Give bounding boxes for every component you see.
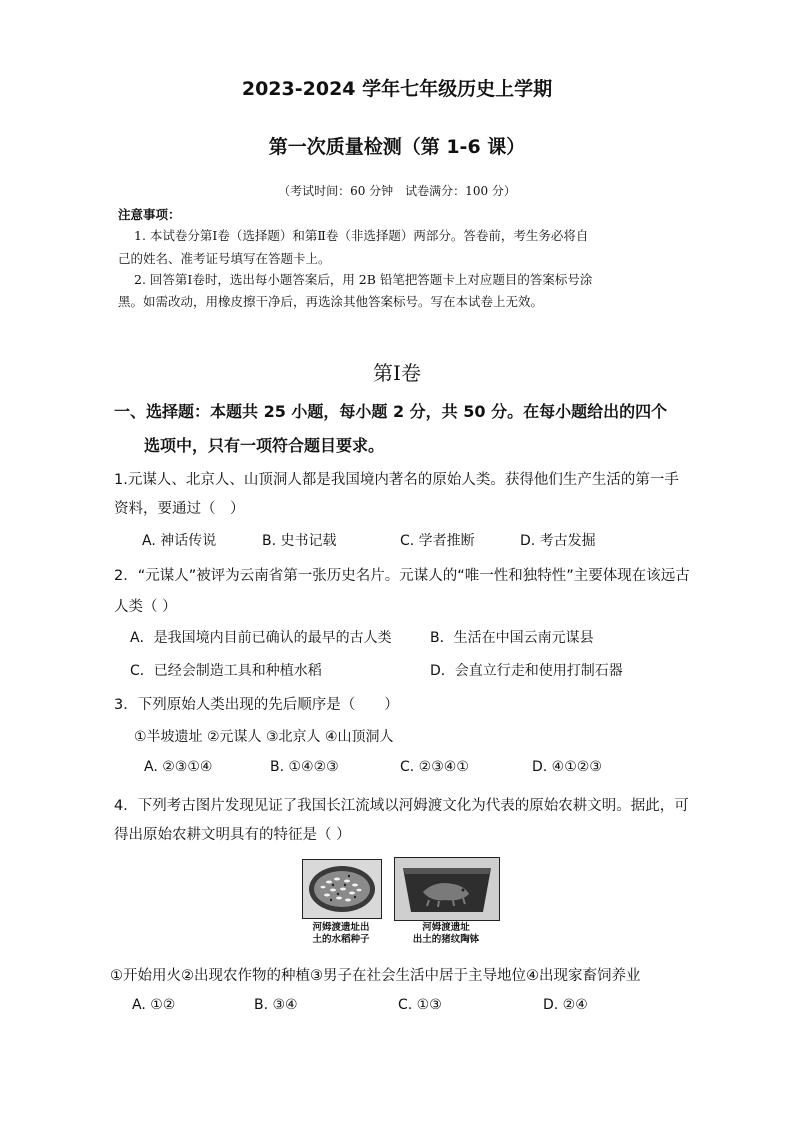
question-1-option-c: C. 学者推断 xyxy=(400,533,475,549)
notice-item1-line2: 己的姓名、准考证号填写在答题卡上。 xyxy=(118,251,331,266)
volume-title: 第Ⅰ卷 xyxy=(373,361,421,385)
question-3-sub-list: ①半坡遗址 ②元谋人 ③北京人 ④山顶洞人 xyxy=(134,729,394,745)
pig-pattern-bowl-caption-line2: 出土的猪纹陶钵 xyxy=(412,934,480,945)
question-1-option-a: A. 神话传说 xyxy=(142,533,217,549)
rice-seeds-photo xyxy=(302,859,382,919)
pig-pattern-bowl-caption xyxy=(390,922,502,946)
notice-item2-line1: 2. 回答第Ⅰ卷时，选出每小题答案后，用 2B 铅笔把答题卡上对应题目的答案标号涂 xyxy=(134,272,593,287)
question-2-stem-line2: 人类（ ） xyxy=(114,599,177,615)
question-1-option-d: D. 考古发掘 xyxy=(520,533,596,549)
question-3-option-c: C. ②③④① xyxy=(400,759,469,775)
question-2-option-b: B．生活在中国云南元谋县 xyxy=(430,630,594,646)
question-2-stem-line1: 2．“元谋人”被评为云南省第一张历史名片。元谋人的“唯一性和独特性”主要体现在该远古 xyxy=(114,568,690,584)
question-4-option-d: D. ②④ xyxy=(543,997,588,1013)
question-2-option-c: C．已经会制造工具和种植水稻 xyxy=(130,663,322,679)
question-4-stem-line1: 4．下列考古图片发现见证了我国长江流域以河姆渡文化为代表的原始农耕文明。据此，可 xyxy=(114,798,689,814)
question-3-option-b: B. ①④②③ xyxy=(270,759,339,775)
question-4-option-c: C. ①③ xyxy=(398,997,442,1013)
rice-seeds-caption-line1: 河姆渡遗址出 xyxy=(312,922,370,933)
question-3-stem: 3．下列原始人类出现的先后顺序是（ ） xyxy=(114,697,399,713)
question-2-option-a: A．是我国境内目前已确认的最早的古人类 xyxy=(130,630,392,646)
exam-title-line1: 2023-2024 学年七年级历史上学期 xyxy=(241,78,553,100)
question-3-option-d: D. ④①②③ xyxy=(532,759,602,775)
question-1-stem-line2: 资料，要通过（ ） xyxy=(114,501,245,517)
section1-line2: 选项中，只有一项符合题目要求。 xyxy=(144,436,385,455)
question-2-option-d: D．会直立行走和使用打制石器 xyxy=(430,663,623,679)
notice-item2-line2: 黑。如需改动，用橡皮擦干净后，再选涂其他答案标号。写在本试卷上无效。 xyxy=(118,294,544,309)
section1-line1: 一、选择题：本题共 25 小题，每小题 2 分，共 50 分。在每小题给出的四个 xyxy=(114,402,668,421)
question-1-option-b: B. 史书记载 xyxy=(262,533,337,549)
notice-heading: 注意事项： xyxy=(118,207,181,222)
question-4-option-a: A. ①② xyxy=(132,997,176,1013)
question-4-sub-list: ①开始用火②出现农作物的种植③男子在社会生活中居于主导地位④出现家畜饲养业 xyxy=(110,968,641,984)
rice-seeds-caption-line2: 土的水稻种子 xyxy=(312,934,370,945)
notice-item1-line1: 1. 本试卷分第Ⅰ卷（选择题）和第Ⅱ卷（非选择题）两部分。答卷前，考生务必将自 xyxy=(134,228,589,243)
question-1-stem-line1: 1.元谋人、北京人、山顶洞人都是我国境内著名的原始人类。获得他们生产生活的第一手 xyxy=(114,472,679,488)
rice-seeds-caption xyxy=(296,922,386,946)
question-3-option-a: A. ②③①④ xyxy=(144,759,213,775)
question-4-option-b: B. ③④ xyxy=(254,997,298,1013)
pig-pattern-bowl-caption-line1: 河姆渡遗址 xyxy=(422,922,470,933)
question-4-stem-line2: 得出原始农耕文明具有的特征是（ ） xyxy=(114,827,351,843)
exam-info: （考试时间：60 分钟 试卷满分：100 分） xyxy=(278,184,516,198)
pig-pattern-bowl-photo xyxy=(394,857,500,921)
exam-title-line2: 第一次质量检测（第 1-6 课） xyxy=(268,136,526,158)
